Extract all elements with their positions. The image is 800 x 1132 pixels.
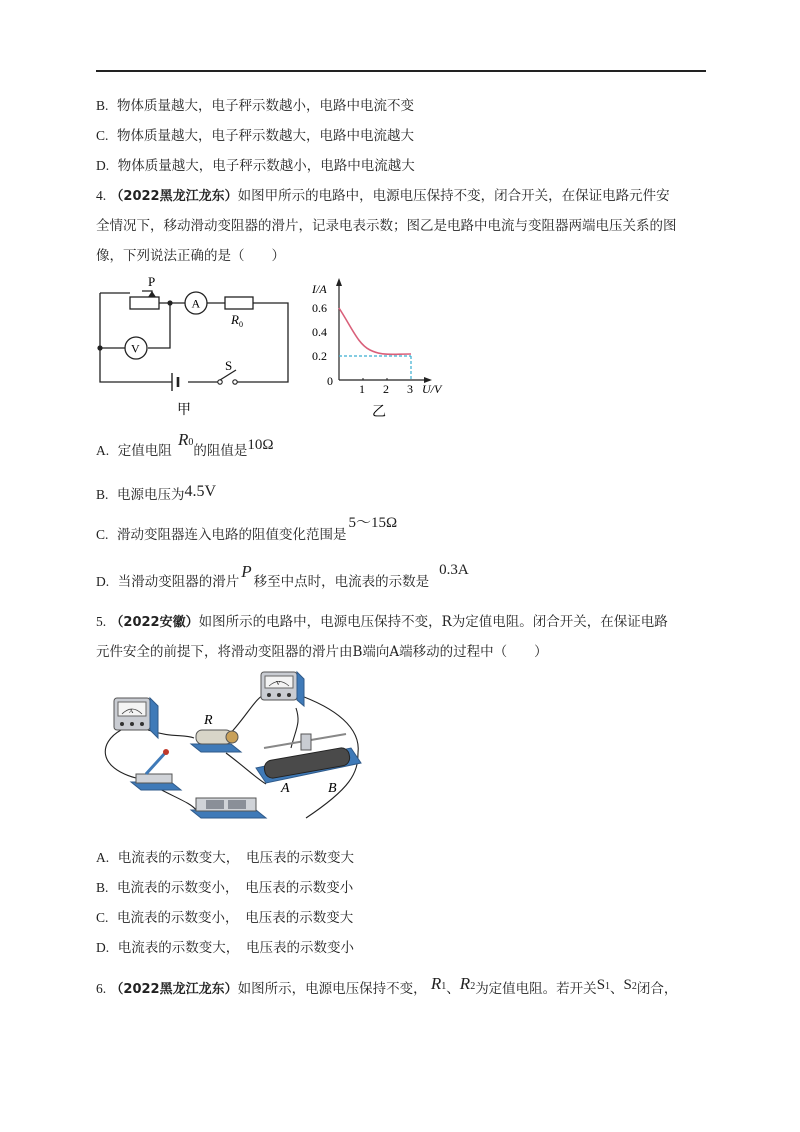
x-tick-label: 2 bbox=[383, 382, 389, 396]
svg-text:0: 0 bbox=[239, 320, 243, 329]
graph-caption: 乙 bbox=[372, 405, 386, 420]
q3-option-b: B. 物体质量越大，电子秤示数越小，电路中电流不变 bbox=[96, 98, 414, 114]
q4-option-d: D. 当滑动变阻器的滑片P移至中点时，电流表的示数是0.3A bbox=[96, 562, 469, 590]
resistor-r0-symbol bbox=[225, 297, 253, 309]
iu-graph bbox=[310, 272, 460, 422]
y-tick-label: 0.4 bbox=[312, 325, 327, 339]
question-number: 4. bbox=[96, 188, 107, 203]
q6-stem-line1: 6. （2022黑龙江龙东）如图所示，电源电压保持不变， R1、R2为定值电阻。若开关S1、S2闭合， bbox=[96, 974, 678, 997]
question-source: （2022黑龙江龙东） bbox=[110, 189, 238, 204]
svg-text:V: V bbox=[276, 681, 281, 687]
q5-option-d: D. 电流表的示数变大， 电压表的示数变小 bbox=[96, 940, 354, 956]
y-tick-label: 0.2 bbox=[312, 349, 327, 363]
question-source: （2022黑龙江龙东） bbox=[110, 982, 238, 997]
q4-option-a: A. 定值电阻 R0的阻值是10Ω bbox=[96, 430, 274, 459]
voltmeter-device bbox=[261, 672, 304, 706]
q3-option-d: D. 物体质量越大，电子秤示数越小，电路中电流越大 bbox=[96, 158, 415, 174]
battery-device bbox=[191, 798, 266, 818]
ammeter-device bbox=[114, 698, 158, 738]
x-axis-label: U/V bbox=[422, 382, 442, 396]
switch-device bbox=[131, 749, 181, 790]
svg-text:甲: 甲 bbox=[177, 403, 191, 418]
rheostat-symbol bbox=[130, 297, 159, 309]
question-number: 6. bbox=[96, 981, 107, 996]
apparatus-photo bbox=[96, 668, 376, 828]
svg-text:R: R bbox=[204, 713, 213, 728]
q4-stem-line3: 像，下列说法正确的是（ ） bbox=[96, 248, 285, 264]
origin-label: 0 bbox=[327, 374, 333, 388]
q5-option-a: A. 电流表的示数变大， 电压表的示数变大 bbox=[96, 850, 354, 866]
y-axis-label: I/A bbox=[312, 282, 327, 296]
svg-text:B: B bbox=[328, 781, 337, 796]
svg-text:A: A bbox=[191, 296, 201, 311]
q4-option-b: B. 电源电压为4.5V bbox=[96, 483, 217, 503]
q4-stem-line1: 4. （2022黑龙江龙东）如图甲所示的电路中，电源电压保持不变，闭合开关，在保证电路元件安 bbox=[96, 188, 670, 204]
svg-text:P: P bbox=[148, 274, 156, 289]
q5-option-c: C. 电流表的示数变小， 电压表的示数变大 bbox=[96, 910, 354, 926]
question-number: 5. bbox=[96, 614, 107, 629]
svg-text:S: S bbox=[225, 358, 233, 373]
q5-stem-line2: 元件安全的前提下，将滑动变阻器的滑片由B端向A端移动的过程中（ ） bbox=[96, 644, 548, 660]
circuit-diagram bbox=[90, 272, 305, 422]
header-rule bbox=[96, 70, 706, 72]
x-tick-label: 3 bbox=[407, 382, 413, 396]
svg-text:V: V bbox=[131, 341, 140, 356]
q4-stem-line2: 全情况下，移动滑动变阻器的滑片，记录电表示数；图乙是电路中电流与变阻器两端电压关系的图 bbox=[96, 218, 677, 234]
x-tick-label: 1 bbox=[359, 382, 365, 396]
svg-text:R: R bbox=[231, 312, 239, 327]
svg-text:A: A bbox=[281, 781, 290, 796]
q4-option-c: C. 滑动变阻器连入电路的阻值变化范围是5～15Ω bbox=[96, 515, 398, 543]
current-voltage-curve bbox=[339, 308, 411, 354]
question-source: （2022安徽） bbox=[110, 615, 199, 630]
q3-option-c: C. 物体质量越大，电子秤示数越大，电路中电流越大 bbox=[96, 128, 414, 144]
svg-text:A: A bbox=[129, 709, 134, 715]
switch-symbol bbox=[218, 380, 222, 384]
resistor-device bbox=[191, 713, 241, 752]
q5-stem-line1: 5. （2022安徽）如图所示的电路中，电源电压保持不变，R为定值电阻。闭合开关，在保证电路 bbox=[96, 614, 668, 630]
q5-option-b: B. 电流表的示数变小， 电压表的示数变小 bbox=[96, 880, 354, 896]
y-tick-label: 0.6 bbox=[312, 301, 327, 315]
